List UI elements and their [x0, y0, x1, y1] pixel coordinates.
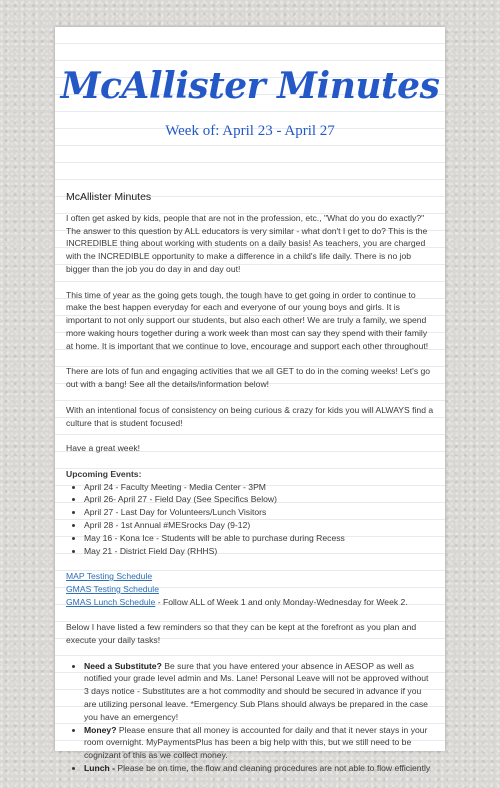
event-item: • May 21 - District Field Day (RHHS) [84, 545, 434, 558]
reminder-text: Please be on time, the flow and cleaning procedures are not able to flow efficiently [115, 763, 431, 774]
reminder-text: Please ensure that all money is accounted for daily and that it never stays in your room overnight. MyPaymentsPlus has been a big help with this, but we still need to be cognizant of this as we collect money. [84, 724, 428, 761]
reminder-label: Money? [84, 724, 117, 735]
reminder-label: Lunch - [84, 763, 116, 774]
reminders-list [66, 660, 434, 775]
gmas-lunch-note: - Follow ALL of Week 1 and only Monday-Wednesday for Week 2. [155, 596, 408, 607]
paragraph-1: I often get asked by kids, people that are not in the profession, etc., "What do you do exactly?" The answer to this question by ALL educators is very similar - what don't I get to do? This is the INCREDIBLE thing about working with students on a daily basis! As teachers, you are charged with the INCREDIBLE opportunity to make a difference in a child's life daily. There is no job bigger than the job you do day in and day out! [66, 212, 428, 274]
newsletter-content [66, 191, 434, 788]
section-title: McAllister Minutes [66, 191, 152, 203]
gmas-lunch-schedule-link[interactable]: GMAS Lunch Schedule [66, 596, 156, 607]
reminder-text: Be sure that you have entered your absence in AESOP as well as notified your grade level admin and Ms. Lane! Personal Leave will not be approved without 3 days notice - Substitutes are a hot commodity and should be secured in advance if you are utilizing personal leave. *Emergency Sub Plans should always be prepared in the case you have an emergency! [84, 660, 429, 722]
newsletter-header [55, 27, 445, 187]
paragraph-2: This time of year as the going gets tough, the tough have to get going in order to continue to make the best happen everyday for each and everyone of our young boys and girls. It is important to not only support our students, but also each other! We are truly a family, we spend more waking hours together during a work week than most can say they spend with their family at home. It is important that we continue to love, encourage and support each other throughout! [66, 289, 429, 351]
paragraph-4: With an intentional focus of consistency on being curious & crazy for kids you will ALWAYS find a culture that is student focused! [66, 404, 434, 428]
event-item: • May 16 - Kona Ice - Students will be able to purchase during Recess [84, 532, 434, 545]
schedule-links [66, 570, 434, 608]
gmas-testing-schedule-link[interactable]: GMAS Testing Schedule [66, 583, 159, 594]
upcoming-events-list [66, 481, 434, 558]
reminder-item [84, 724, 434, 762]
reminder-item [84, 762, 434, 775]
map-testing-schedule-link[interactable]: MAP Testing Schedule [66, 571, 153, 582]
upcoming-events-title: Upcoming Events: [66, 468, 142, 479]
paragraph-3: There are lots of fun and engaging activities that we all GET to do in the coming weeks! Let's go out with a bang! See all the details/information below! [66, 366, 431, 390]
event-item: • April 26- April 27 - Field Day (See Specifics Below) [84, 493, 434, 506]
reminders-intro: Below I have listed a few reminders so that they can be kept at the forefront as you plan and execute your daily tasks! [66, 622, 417, 646]
newsletter-page [55, 27, 445, 774]
reminder-item [84, 660, 434, 724]
event-item: • April 24 - Faculty Meeting - Media Center - 3PM [84, 481, 434, 494]
newsletter-title: McAllister Minutes [60, 65, 440, 107]
event-item: • April 27 - Last Day for Volunteers/Lunch Visitors [84, 506, 434, 519]
event-item: • April 28 - 1st Annual #MESrocks Day (9-12) [84, 519, 434, 532]
reminder-label: Need a Substitute? [84, 660, 162, 671]
week-of-label: Week of: April 23 - April 27 [165, 123, 335, 139]
paragraph-5: Have a great week! [66, 443, 141, 454]
